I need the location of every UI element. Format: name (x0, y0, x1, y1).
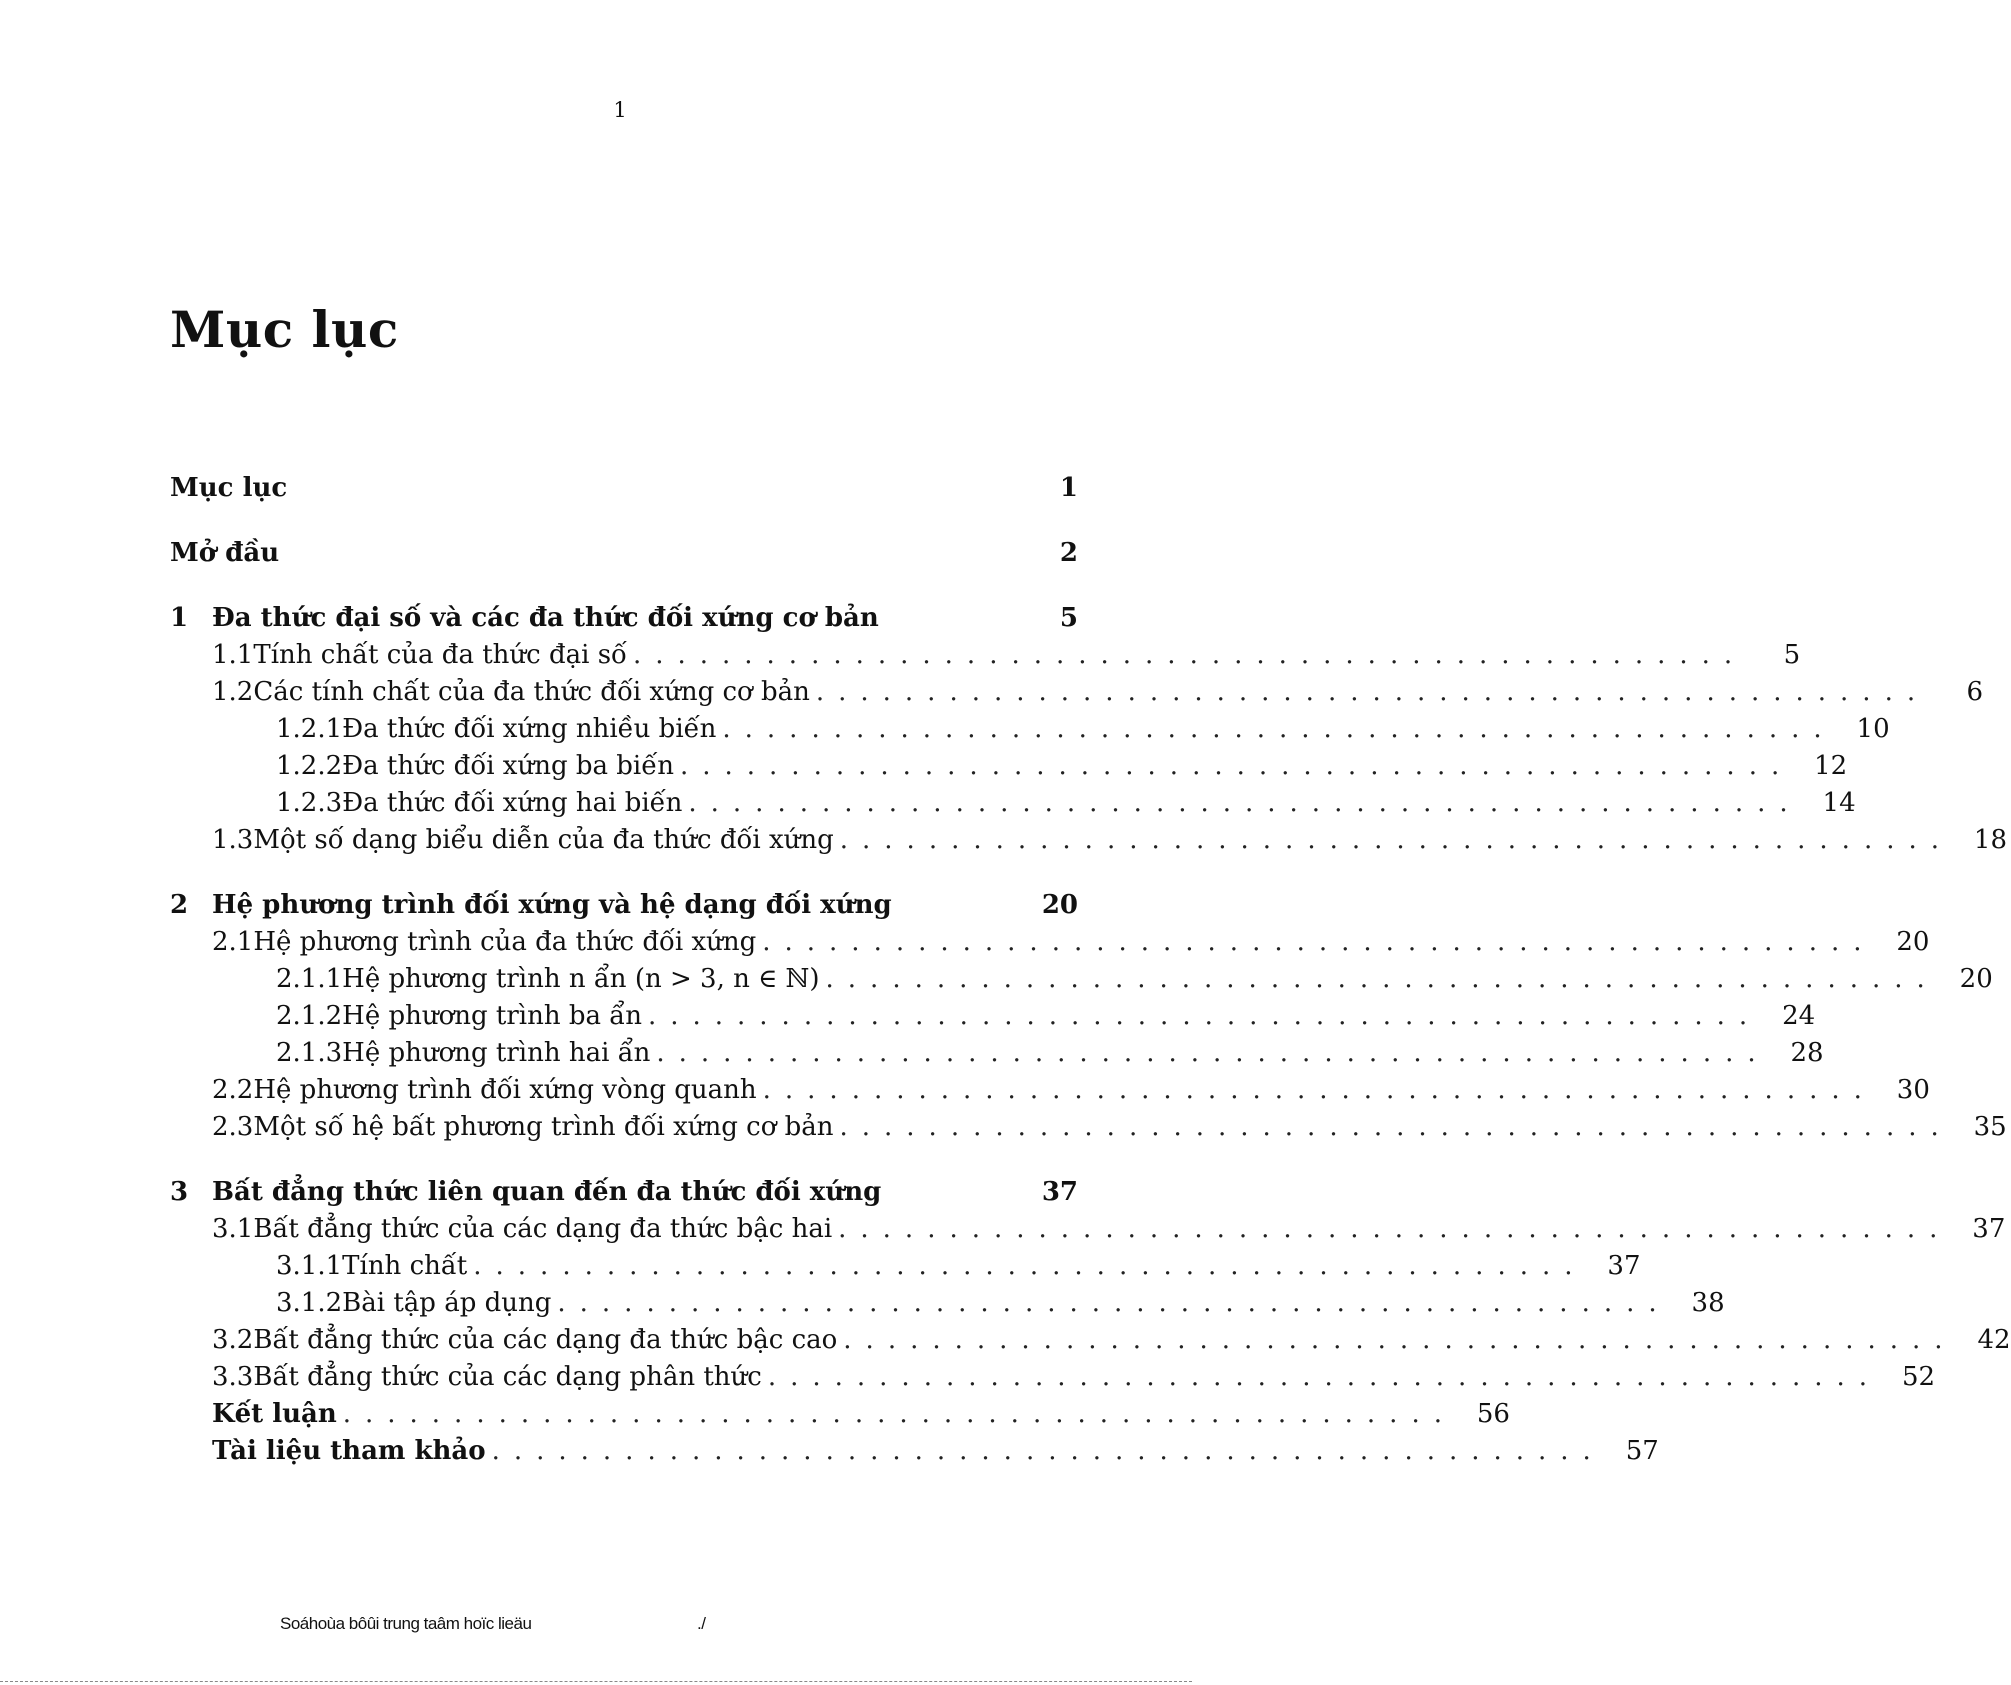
chapter-number: 3 (170, 1177, 189, 1207)
subsection-number: 3.1.2 (276, 1288, 343, 1318)
section-title: Hệ phương trình của đa thức đối xứng (253, 927, 757, 957)
toc-entry-ket-luan[interactable] (170, 1399, 1510, 1436)
toc-entry-page: 37 (1607, 1251, 1641, 1281)
toc-entry-page: 20 (1959, 964, 1993, 994)
leader-dots: .................................................. (342, 1399, 1456, 1429)
toc-entry-mo-dau[interactable] (170, 538, 1078, 575)
toc-section-2-2[interactable] (170, 1075, 1930, 1112)
toc-entry-page: 24 (1782, 1001, 1816, 1031)
leader-dots: .................................................. (839, 1112, 1953, 1142)
leader-dots: .................................................. (825, 964, 1939, 994)
toc-section-3-2[interactable] (170, 1325, 2011, 1362)
section-number: 1.1 (212, 640, 254, 670)
subsection-number: 1.2.3 (276, 788, 343, 818)
leader-dots: .................................................. (656, 1038, 1770, 1068)
section-number: 1.2 (212, 677, 254, 707)
subsection-title: Đa thức đối xứng hai biến (342, 788, 683, 818)
toc-subsection-1-2-2[interactable] (170, 751, 1848, 788)
toc-chapter-3[interactable] (170, 1177, 1078, 1214)
toc-entry-page: 5 (1059, 603, 1078, 633)
leader-dots: .................................................. (815, 677, 1930, 707)
subsection-number: 1.2.2 (276, 751, 343, 781)
leader-dots: .................................................. (632, 640, 1747, 670)
leader-dots: .................................................. (762, 1075, 1876, 1105)
toc-entry-page: 2 (1059, 538, 1078, 568)
subsection-number: 2.1.3 (276, 1038, 343, 1068)
subsection-number: 2.1.2 (276, 1001, 343, 1031)
section-number: 2.1 (212, 927, 254, 957)
toc-entry-page: 57 (1625, 1436, 1659, 1466)
chapter-number: 2 (170, 890, 189, 920)
section-title: Các tính chất của đa thức đối xứng cơ bản (253, 677, 810, 707)
toc-section-2-3[interactable] (170, 1112, 2007, 1149)
chapter-title: Đa thức đại số và các đa thức đối xứng cơ bản (212, 603, 879, 633)
section-title: Bất đẳng thức của các dạng phân thức (253, 1362, 762, 1392)
toc-section-3-1[interactable] (170, 1214, 2006, 1251)
toc-entry-label: Kết luận (212, 1399, 337, 1429)
toc-entry-page: 1 (1059, 473, 1078, 503)
toc-section-3-3[interactable] (170, 1362, 1936, 1399)
section-title: Tính chất của đa thức đại số (253, 640, 627, 670)
footer-watermark: Soáhoùa bôûi trung taâm hoïc lieäu (280, 1614, 532, 1633)
toc-subsection-2-1-2[interactable] (170, 1001, 1816, 1038)
page-title: Mục lục (170, 300, 399, 359)
section-title: Hệ phương trình đối xứng vòng quanh (253, 1075, 757, 1105)
toc-section-1-3[interactable] (170, 825, 2007, 862)
section-title: Một số dạng biểu diễn của đa thức đối xứng (253, 825, 834, 855)
subsection-title: Bài tập áp dụng (342, 1288, 552, 1318)
leader-dots: .................................................. (762, 927, 1876, 957)
section-number: 2.2 (212, 1075, 254, 1105)
leader-dots: .................................................. (647, 1001, 1762, 1031)
toc-entry-page: 12 (1814, 751, 1848, 781)
section-number: 3.3 (212, 1362, 254, 1392)
subsection-number: 1.2.1 (276, 714, 343, 744)
subsection-title: Tính chất (342, 1251, 468, 1281)
leader-dots: .................................................. (843, 1325, 1957, 1355)
subsection-title: Hệ phương trình hai ẩn (342, 1038, 651, 1068)
toc-subsection-1-2-1[interactable] (170, 714, 1890, 751)
toc-entry-page: 30 (1896, 1075, 1930, 1105)
toc-entry-label: Mở đầu (170, 538, 280, 568)
subsection-title: Đa thức đối xứng nhiều biến (342, 714, 717, 744)
leader-dots: .................................................. (557, 1288, 1671, 1318)
toc-subsection-3-1-2[interactable] (170, 1288, 1725, 1325)
leader-dots: .................................................. (722, 714, 1836, 744)
toc-entry-page: 28 (1790, 1038, 1824, 1068)
toc-entry-page: 37 (1972, 1214, 2006, 1244)
toc-entry-page: 38 (1691, 1288, 1725, 1318)
toc-entry-muc-luc[interactable] (170, 473, 1078, 510)
chapter-number: 1 (170, 603, 189, 633)
leader-dots: .................................................. (491, 1436, 1605, 1466)
toc-section-2-1[interactable] (170, 927, 1930, 964)
toc-chapter-2[interactable] (170, 890, 1078, 927)
toc-entry-page: 5 (1783, 640, 1801, 670)
toc-entry-page: 18 (1973, 825, 2007, 855)
page-bottom-rule (0, 1681, 1192, 1682)
section-title: Bất đẳng thức của các dạng đa thức bậc hai (253, 1214, 833, 1244)
leader-dots: .................................................. (839, 825, 1953, 855)
toc-subsection-2-1-3[interactable] (170, 1038, 1824, 1075)
toc-section-1-1[interactable] (170, 640, 1801, 677)
leader-dots: .................................................. (767, 1362, 1882, 1392)
toc-subsection-3-1-1[interactable] (170, 1251, 1641, 1288)
chapter-title: Bất đẳng thức liên quan đến đa thức đối xứng (212, 1177, 882, 1207)
toc-entry-page: 14 (1822, 788, 1856, 818)
toc-entry-page: 20 (1896, 927, 1930, 957)
toc-entry-page: 56 (1476, 1399, 1510, 1429)
subsection-title: Hệ phương trình ba ẩn (342, 1001, 642, 1031)
toc-entry-page: 37 (1041, 1177, 1078, 1207)
toc-entry-page: 52 (1901, 1362, 1936, 1392)
toc-entry-label: Tài liệu tham khảo (212, 1436, 486, 1466)
chapter-title: Hệ phương trình đối xứng và hệ dạng đối xứng (212, 890, 892, 920)
section-title: Bất đẳng thức của các dạng đa thức bậc cao (253, 1325, 838, 1355)
subsection-title: Hệ phương trình n ẩn (n > 3, n ∈ ℕ) (342, 964, 820, 994)
toc-entry-page: 10 (1856, 714, 1890, 744)
leader-dots: .................................................. (473, 1251, 1587, 1281)
table-of-contents (170, 473, 2011, 1473)
leader-dots: .................................................. (838, 1214, 1952, 1244)
toc-entry-page: 35 (1973, 1112, 2007, 1142)
subsection-number: 2.1.1 (276, 964, 343, 994)
toc-subsection-1-2-3[interactable] (170, 788, 1856, 825)
footer-url: ./ (697, 1614, 706, 1633)
section-title: Một số hệ bất phương trình đối xứng cơ bản (253, 1112, 834, 1142)
toc-chapter-1[interactable] (170, 603, 1078, 640)
leader-dots: .................................................. (679, 751, 1794, 781)
section-number: 2.3 (212, 1112, 254, 1142)
section-number: 1.3 (212, 825, 254, 855)
leader-dots: .................................................. (688, 788, 1802, 818)
toc-entry-page: 20 (1041, 890, 1078, 920)
section-number: 3.2 (212, 1325, 254, 1355)
page-number: 1 (613, 98, 627, 122)
toc-entry-page: 6 (1966, 677, 1984, 707)
toc-entry-label: Mục lục (170, 473, 288, 503)
toc-entry-tai-lieu-tham-khao[interactable] (170, 1436, 1659, 1473)
subsection-title: Đa thức đối xứng ba biến (342, 751, 674, 781)
toc-entry-page: 42 (1977, 1325, 2011, 1355)
section-number: 3.1 (212, 1214, 254, 1244)
toc-section-1-2[interactable] (170, 677, 1984, 714)
toc-subsection-2-1-1[interactable] (170, 964, 1993, 1001)
subsection-number: 3.1.1 (276, 1251, 343, 1281)
